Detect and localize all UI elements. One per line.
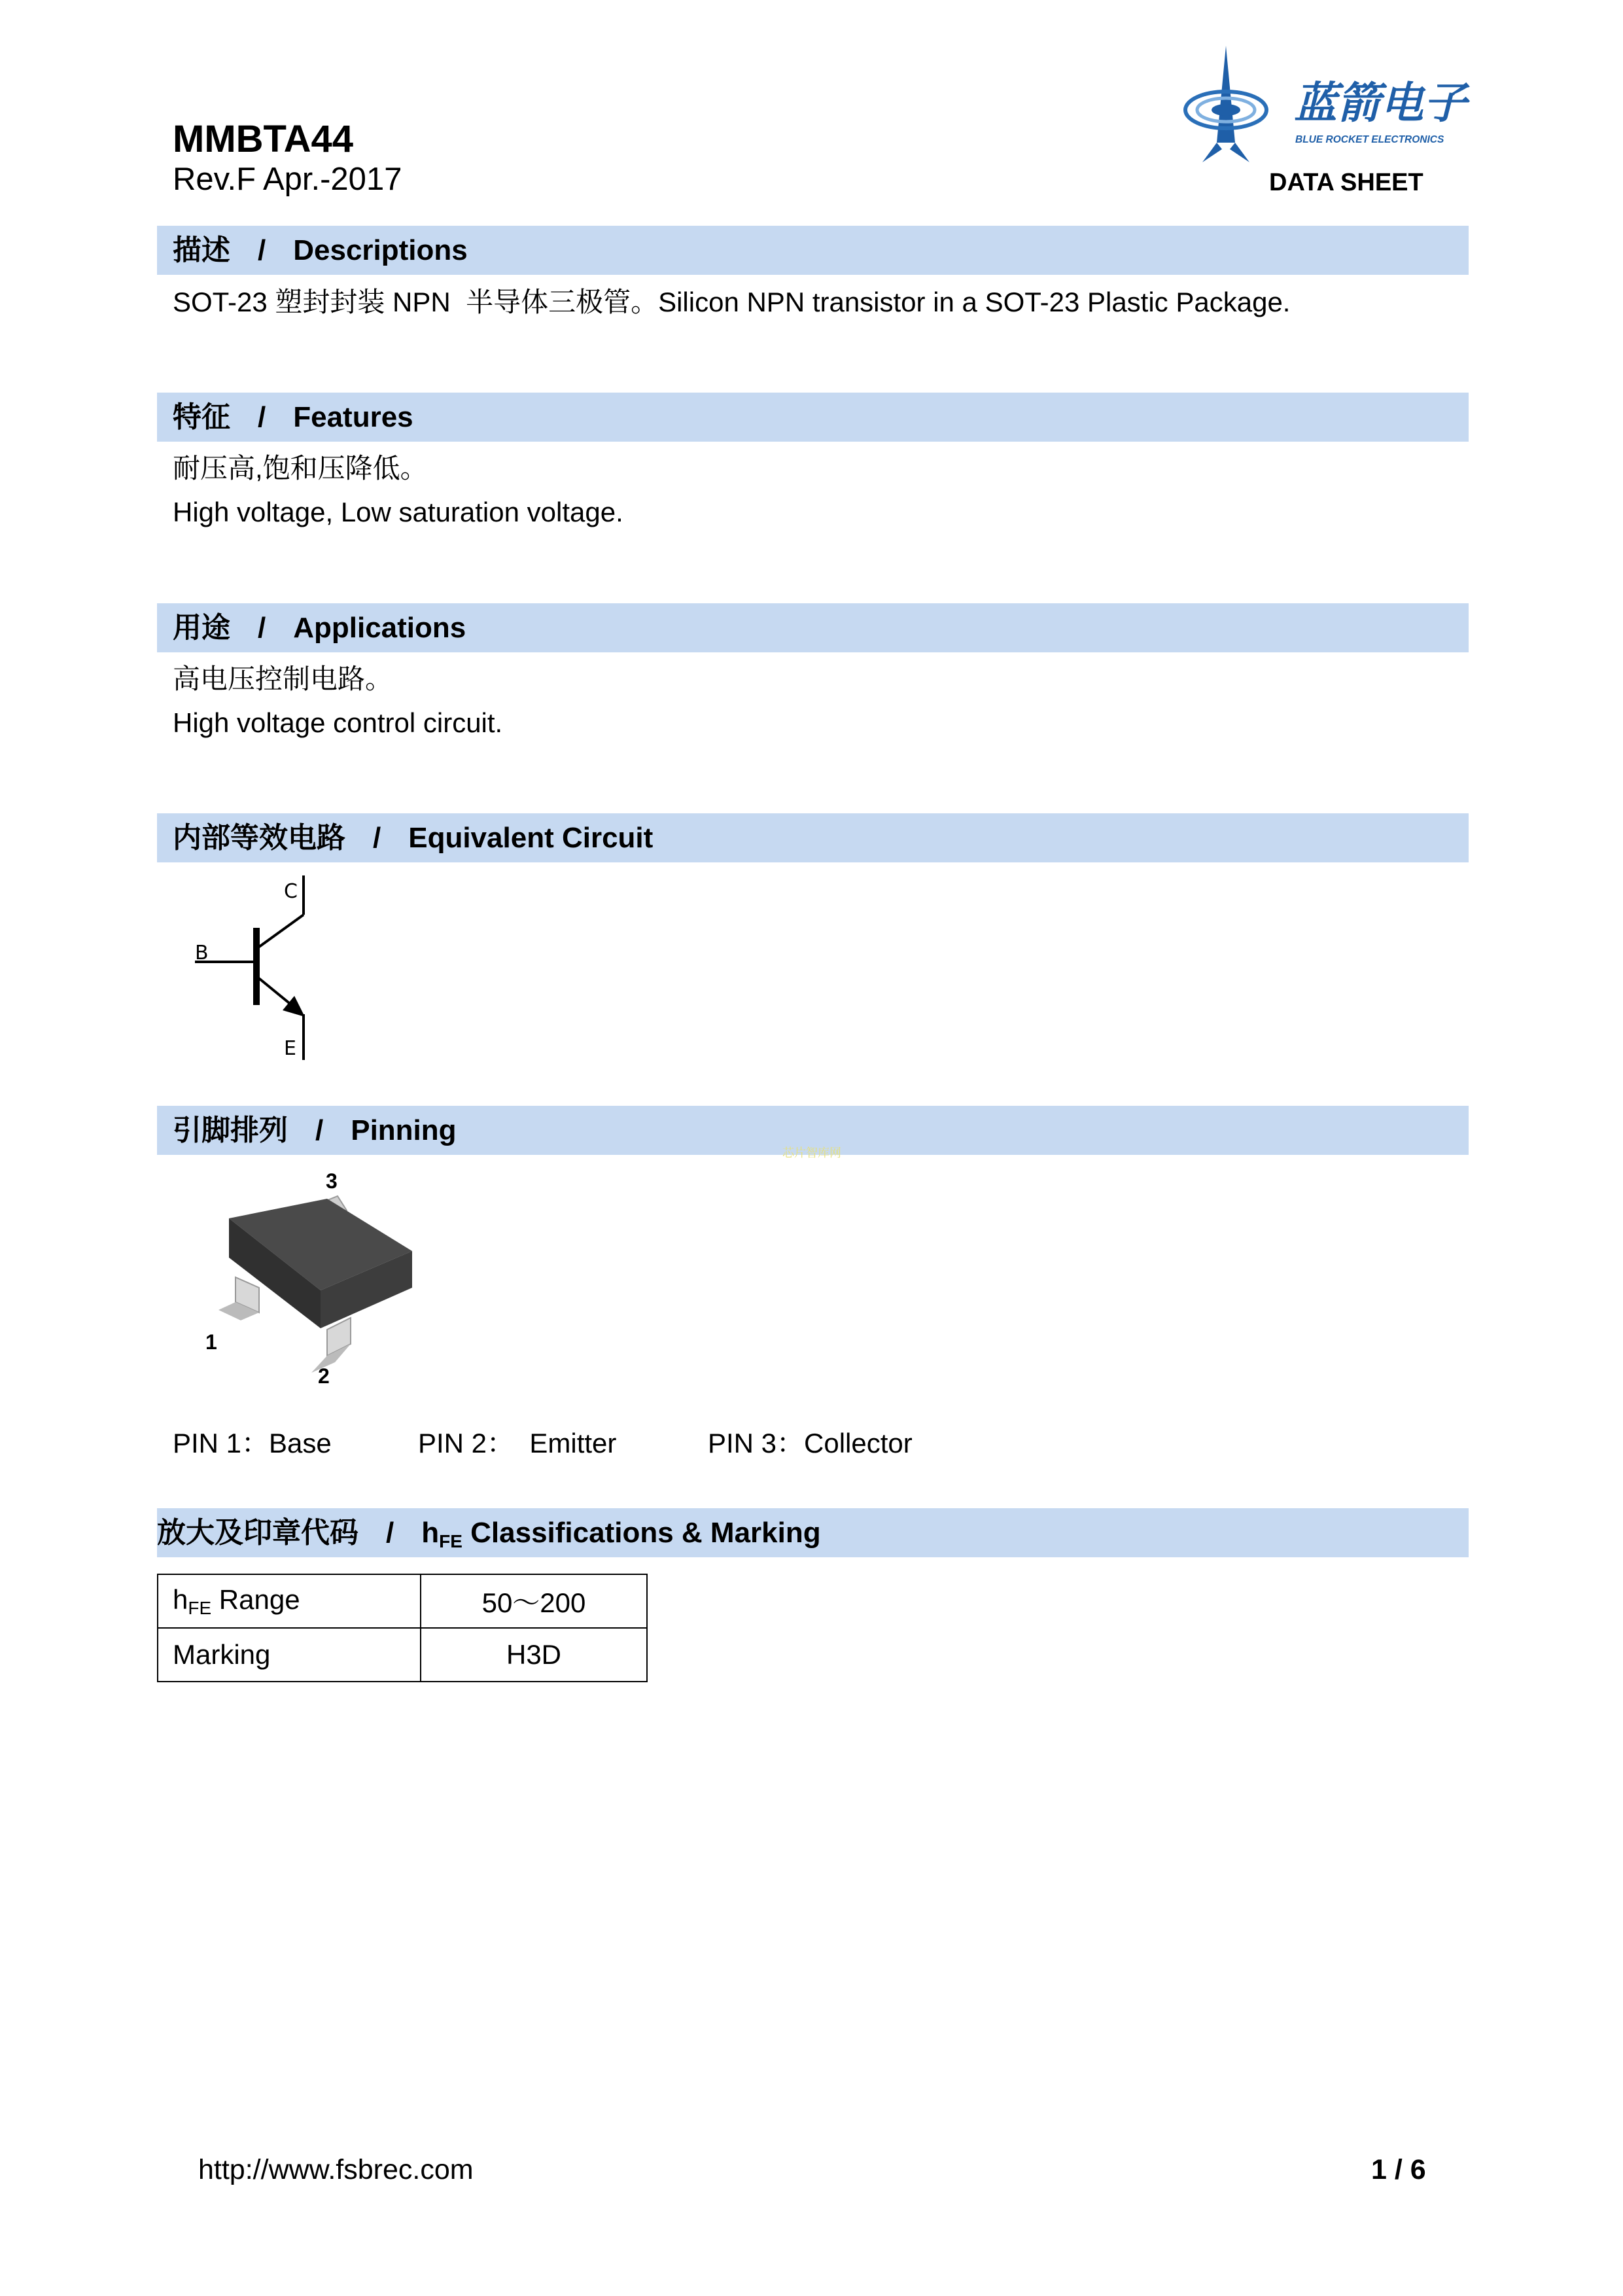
section-separator: / bbox=[373, 822, 381, 854]
revision: Rev.F Apr.-2017 bbox=[173, 162, 402, 197]
sot23-package-image bbox=[190, 1173, 438, 1395]
table-row bbox=[158, 1574, 647, 1628]
marking-value: H3D bbox=[421, 1628, 647, 1682]
doc-type: DATA SHEET bbox=[1269, 169, 1423, 196]
page-number: 1 / 6 bbox=[1371, 2154, 1426, 2185]
hfe-range-label: $h_{FE}$ Range bbox=[158, 1574, 421, 1628]
section-title-cn: 内部等效电路 bbox=[173, 822, 345, 854]
section-title-en: Features bbox=[293, 401, 413, 433]
footer-url-link[interactable]: http://www.fsbrec.com bbox=[198, 2154, 474, 2185]
marking-label: Marking bbox=[158, 1628, 421, 1682]
features-text-cn: 耐压高,饱和压降低。 bbox=[173, 453, 428, 484]
section-separator: / bbox=[315, 1114, 324, 1146]
section-title-en: Pinning bbox=[351, 1114, 457, 1146]
section-title-en: $h_{FE}$ Classifications & Marking bbox=[421, 1517, 821, 1551]
section-title-cn: 特征 bbox=[173, 401, 230, 433]
pin-2-description: PIN 2： Emitter bbox=[418, 1428, 617, 1458]
section-bar-descriptions bbox=[157, 226, 1469, 275]
section-separator: / bbox=[258, 612, 266, 644]
company-logo bbox=[1183, 44, 1484, 175]
section-title-en: Descriptions bbox=[293, 234, 468, 266]
section-separator: / bbox=[258, 401, 266, 433]
table-row bbox=[158, 1628, 647, 1682]
section-title-cn: 描述 bbox=[173, 234, 230, 266]
faint-watermark-text: 芯片智库网 bbox=[782, 1146, 841, 1159]
marking-table bbox=[157, 1574, 648, 1682]
collector-label: C bbox=[284, 880, 298, 903]
section-title-cn: 引脚排列 bbox=[173, 1114, 288, 1146]
section-title-cn: 用途 bbox=[173, 612, 230, 644]
section-bar-applications bbox=[157, 603, 1469, 652]
transistor-symbol bbox=[187, 864, 331, 1060]
hfe-range-value: 50～200 bbox=[421, 1574, 647, 1628]
section-bar-features bbox=[157, 393, 1469, 442]
pin-3-description: PIN 3：Collector bbox=[708, 1428, 913, 1458]
section-bar-equivalent-circuit bbox=[157, 813, 1469, 862]
section-separator: / bbox=[258, 234, 266, 266]
section-title-en: Applications bbox=[293, 612, 466, 644]
applications-text-cn: 高电压控制电路。 bbox=[173, 663, 393, 694]
emitter-label: E bbox=[284, 1037, 296, 1060]
logo-en-name: BLUE ROCKET ELECTRONICS bbox=[1295, 134, 1444, 145]
section-separator: / bbox=[386, 1517, 394, 1549]
pin-3-number: 3 bbox=[326, 1173, 338, 1193]
features-text-en: High voltage, Low saturation voltage. bbox=[173, 497, 623, 527]
logo-cn-name: 蓝箭电子 bbox=[1294, 78, 1467, 128]
base-label: B bbox=[195, 942, 209, 964]
pin-1-description: PIN 1：Base bbox=[173, 1428, 332, 1458]
pin-2-number: 2 bbox=[318, 1364, 330, 1388]
applications-text-en: High voltage control circuit. bbox=[173, 707, 503, 738]
pin-1-number: 1 bbox=[205, 1330, 217, 1354]
part-number: MMBTA44 bbox=[173, 118, 354, 160]
descriptions-text: SOT-23 塑封封装 NPN 半导体三极管。Silicon NPN transistor in a SOT-23 Plastic Package. bbox=[173, 287, 1291, 317]
section-title-en: Equivalent Circuit bbox=[408, 822, 654, 854]
section-title-cn: 放大及印章代码 bbox=[157, 1517, 358, 1549]
section-bar-marking bbox=[157, 1508, 1469, 1557]
